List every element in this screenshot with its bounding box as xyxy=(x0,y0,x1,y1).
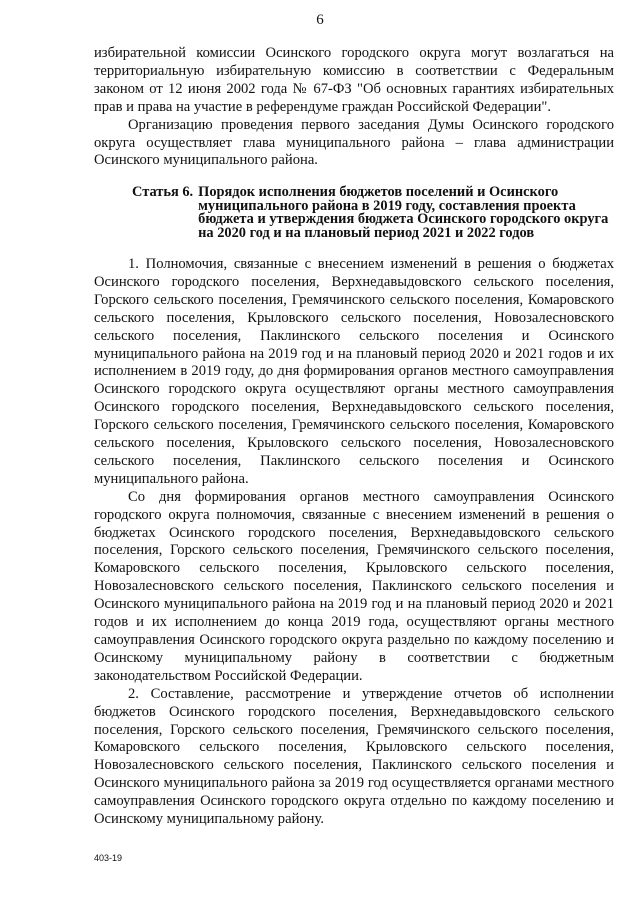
paragraph-first-meeting: Организацию проведения первого заседания Думы Осинского городского округа осуществляет глава муниципального района – глава администрации Осинского муниципального района. xyxy=(94,116,614,169)
paragraph-item-2: 2. Составление, рассмотрение и утверждение отчетов об исполнении бюджетов Осинского городского поселения, Верхнедавыдовского сельского поселения, Горского сельского поселения, Гремячинского сельского поселения, Комаровского сельского поселения, Крыловского сельского поселения, Новозалесновского сельского поселения, Паклинского сельского поселения и Осинского муниципального района за 2019 год осуществляется органами местного самоуправления Осинского городского округа отдельно по каждому поселению и Осинскому муниципальному району. xyxy=(94,685,614,828)
document-code: 403-19 xyxy=(94,853,123,863)
paragraph-continued: избирательной комиссии Осинского городского округа могут возлагаться на территориальную избирательную комиссию в соответствии с Федеральным законом от 12 июня 2002 года № 67-ФЗ "Об основных гарантиях избирательных прав и права на участие в референдуме граждан Российской Федерации". xyxy=(94,45,614,115)
paragraph-item-1-continued: Со дня формирования органов местного самоуправления Осинского городского округа полномочия, связанные с внесением изменений в решения о бюджетах Осинского городского поселения, Верхнедавыдовского сельского поселения, Горского сельского поселения, Гремячинского сельского поселения, Комаровского сельского поселения, Крыловского сельского поселения, Новозалесновского сельского поселения, Паклинского сельского поселения и Осинского муниципального района на 2019 год и на плановый период 2020 и 2021 годов и их исполнением до конца 2019 года, осуществляют органы местного самоуправления Осинского городского округа раздельно по каждому поселению и Осинскому муниципальному району в соответствии с бюджетным законодательством Российской Федерации. xyxy=(94,488,614,684)
article-heading xyxy=(132,186,614,240)
article-title: Порядок исполнения бюджетов поселений и Осинского муниципального района в 2019 году, составления проекта бюджета и утверждения бюджета Осинского городского округа на 2020 год и на плановый период 2021 и 2022 годов xyxy=(198,184,609,241)
document-body xyxy=(94,45,614,829)
article-number: Статья 6. xyxy=(132,184,194,201)
paragraph-item-1: 1. Полномочия, связанные с внесением изменений в решения о бюджетах Осинского городского поселения, Верхнедавыдовского сельского поселения, Горского сельского поселения, Гремячинского сельского поселения, Комаровского сельского поселения, Крыловского сельского поселения, Новозалесновского сельского поселения, Паклинского сельского поселения и Осинского муниципального района на 2019 год и на плановый период 2020 и 2021 годов и их исполнением в 2019 году, до дня формирования органов местного самоуправления Осинского городского округа осуществляют органы местного самоуправления Осинского городского поселения, Верхнедавыдовского сельского поселения, Горского сельского поселения, Гремячинского сельского поселения, Комаровского сельского поселения, Крыловского сельского поселения, Новозалесновского сельского поселения, Паклинского сельского поселения и Осинского муниципального района. xyxy=(94,255,614,487)
page-number: 6 xyxy=(316,12,324,28)
